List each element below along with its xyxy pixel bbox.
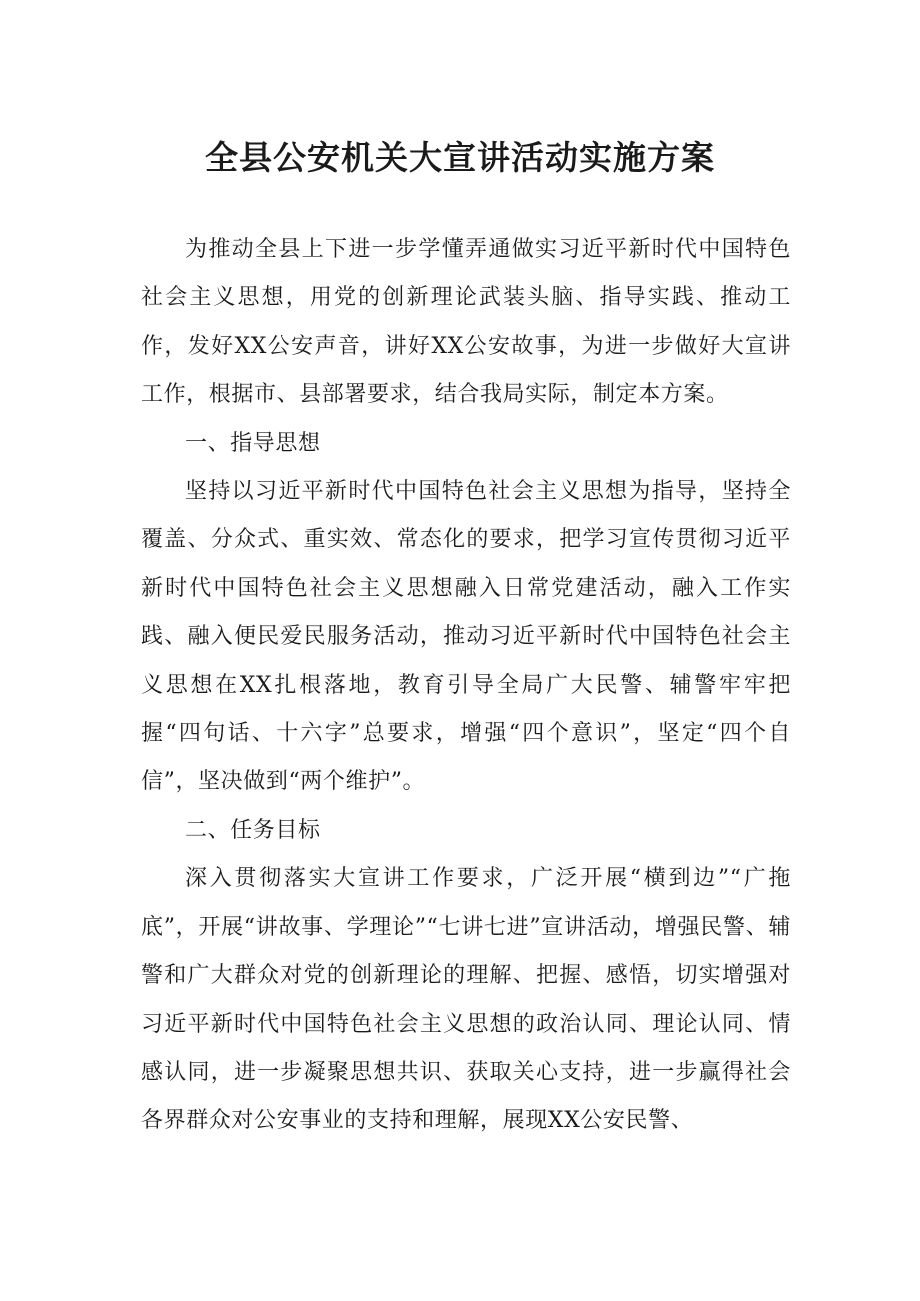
section-heading-guiding-thought: 一、指导思想 — [185, 430, 321, 456]
intro-paragraph: 为推动全县上下进一步学懂弄通做实习近平新时代中国特色社会主义思想，用党的创新理论武装头脑、指导实践、推动工作，发好XX公安声音，讲好XX公安故事，为进一步做好大宣讲工作，根据市、县部署要求，结合我局实际，制定本方案。 — [141, 237, 791, 408]
section-paragraph-guiding-thought: 坚持以习近平新时代中国特色社会主义思想为指导，坚持全覆盖、分众式、重实效、常态化的要求，把学习宣传贯彻习近平新时代中国特色社会主义思想融入日常党建活动，融入工作实践、融入便民爱民服务活动，推动习近平新时代中国特色社会主义思想在XX扎根落地，教育引导全局广大民警、辅警牢牢把握“四句话、十六字”总要求，增强“四个意识”，坚定“四个自信”，坚决做到“两个维护”。 — [141, 479, 791, 795]
section-heading-task-goals: 二、任务目标 — [185, 817, 321, 843]
section-paragraph-task-goals: 深入贯彻落实大宣讲工作要求，广泛开展“横到边”“广拖底”，开展“讲故事、学理论”“七讲七进”宣讲活动，增强民警、辅警和广大群众对党的创新理论的理解、把握、感悟，切实增强对习近平新时代中国特色社会主义思想的政治认同、理论认同、情感认同，进一步凝聚思想共识、获取关心支持，进一步赢得社会各界群众对公安事业的支持和理解，展现XX公安民警、 — [141, 866, 791, 1134]
document-title: 全县公安机关大宣讲活动实施方案 — [205, 138, 715, 177]
document-body — [141, 226, 791, 1146]
